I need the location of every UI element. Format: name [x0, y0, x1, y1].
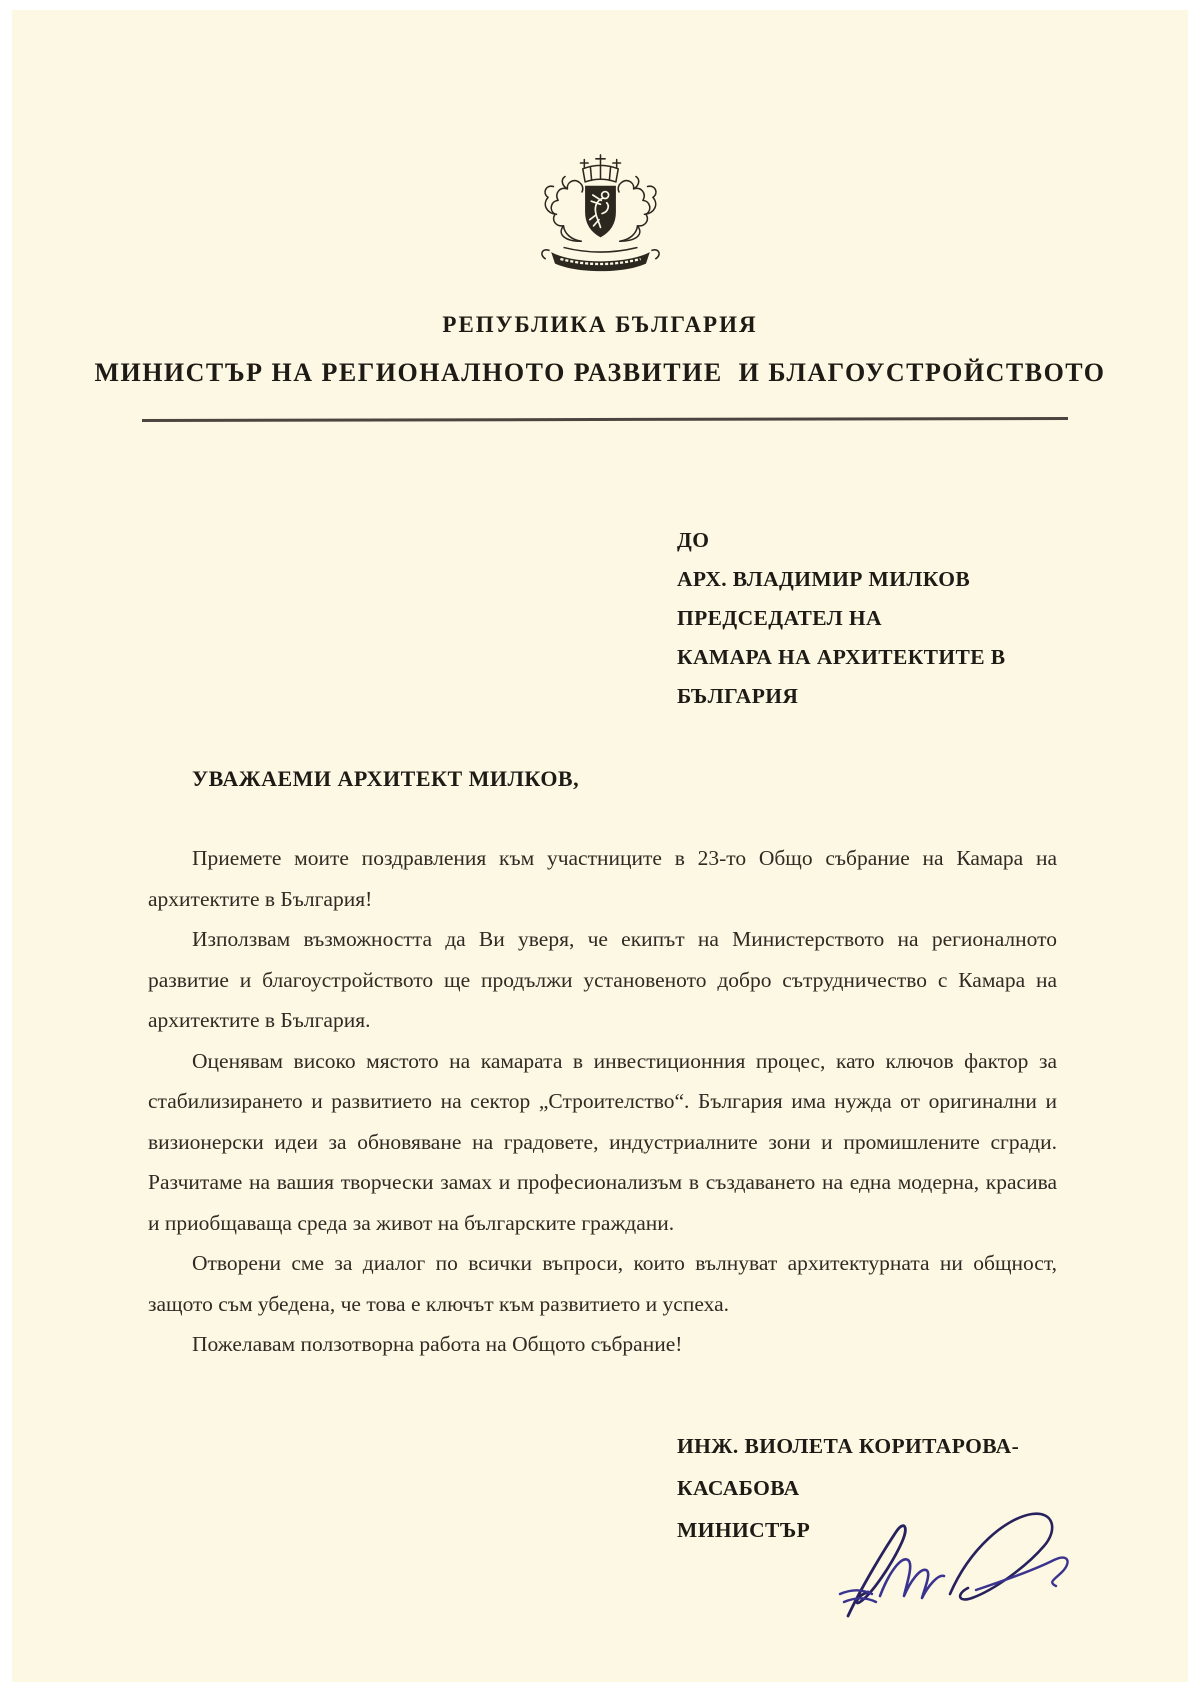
recipient-line: БЪЛГАРИЯ	[677, 684, 799, 708]
supporter-lion-right-icon	[618, 177, 656, 242]
supporter-lion-left-icon	[545, 177, 583, 242]
bulgaria-coat-of-arms-icon	[508, 146, 693, 298]
paragraph: Използвам възможността да Ви уверя, че екипът на Министерството на регионалното развитие и благоустройството ще продължи установеното добро сътрудничество с Камара на архитектите в България.	[148, 927, 1057, 1032]
minister-name-line: ИНЖ. ВИОЛЕТА КОРИТАРОВА-	[677, 1433, 1020, 1458]
recipient-line: ДО	[677, 528, 710, 552]
recipient-block	[677, 521, 1188, 716]
shield-icon	[585, 186, 616, 238]
letter-body-column	[12, 766, 1188, 1365]
recipient-line: КАМАРА НА АРХИТЕКТИТЕ В	[677, 645, 1006, 669]
minister-title: МИНИСТЪР	[677, 1517, 811, 1542]
paragraph: Отворени сме за диалог по всички въпроси, които вълнуват архитектурната ни общност, защото съм убедена, че това е ключът към развитието и успеха.	[148, 1251, 1057, 1316]
header-divider	[142, 417, 1068, 422]
handwritten-signature-icon	[810, 1498, 1110, 1648]
recipient-line: ПРЕДСЕДАТЕЛ НА	[677, 606, 882, 630]
letter-paper	[12, 10, 1188, 1682]
recipient-line: АРХ. ВЛАДИМИР МИЛКОВ	[677, 567, 971, 591]
republic-title: РЕПУБЛИКА БЪЛГАРИЯ	[442, 312, 758, 337]
motto-ribbon-icon	[541, 247, 658, 271]
crown-icon	[580, 155, 620, 182]
letter-body	[148, 838, 1057, 1365]
ministry-title: МИНИСТЪР НА РЕГИОНАЛНОТО РАЗВИТИЕ И БЛАГОУСТРОЙСТВОТО	[94, 358, 1106, 387]
paragraph: Приемете моите поздравления към участниците в 23-то Общо събрание на Камара на архитектите в България!	[148, 846, 1057, 911]
paragraph: Пожелавам ползотворна работа на Общото събрание!	[192, 1332, 683, 1356]
salutation: УВАЖАЕМИ АРХИТЕКТ МИЛКОВ,	[192, 766, 580, 791]
minister-name-line: КАСАБОВА	[677, 1475, 800, 1500]
paragraph: Оценявам високо мястото на камарата в инвестиционния процес, като ключов фактор за стабилизирането и развитието на сектор „Строителство“. България има нужда от оригинални и визионерски идеи за обновяване на градовете, индустриалните зони и промишлените сгради. Разчитаме на вашия творчески замах и професионализъм в създаването на една модерна, красива и приобщаваща среда за живот на българските граждани.	[148, 1048, 1057, 1235]
